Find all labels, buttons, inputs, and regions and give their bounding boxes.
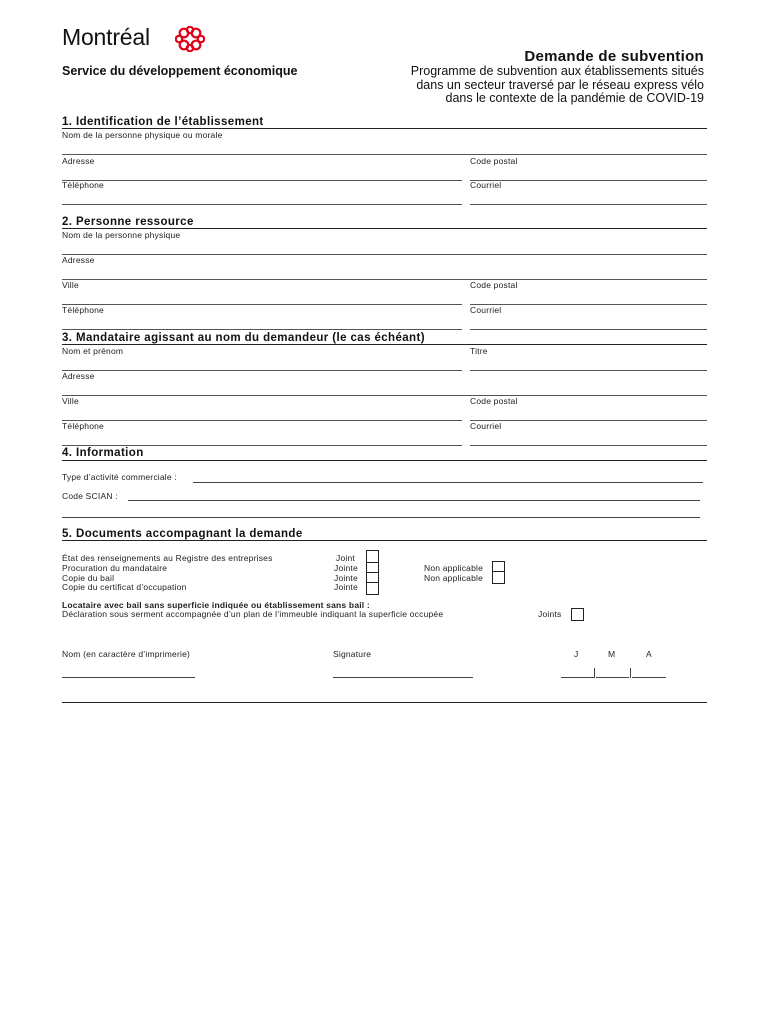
non-applicable-label: Non applicable [424, 563, 484, 573]
rosette-icon [175, 26, 205, 52]
telephone-field[interactable] [62, 190, 462, 205]
label-courriel: Courriel [470, 180, 502, 190]
declaration-label: Déclaration sous serment accompagnée d’un plan de l’immeuble indiquant la superficie occupée [62, 609, 444, 619]
locataire-title: Locataire avec bail sans superficie indiquée ou établissement sans bail : [62, 600, 370, 610]
date-separator [594, 668, 595, 678]
doc-label: Procuration du mandataire [62, 563, 168, 573]
montreal-logo [62, 24, 150, 51]
bail-na-checkbox[interactable] [492, 571, 505, 584]
label-annee: A [646, 649, 652, 659]
section-2-title: 2. Personne ressource [62, 216, 194, 228]
nom-personne-field[interactable] [62, 240, 707, 255]
mois-field[interactable] [596, 677, 629, 678]
telephone-field[interactable] [62, 431, 462, 446]
label-ville: Ville [62, 396, 79, 406]
nom-imprimerie-field[interactable] [62, 677, 195, 678]
date-separator [630, 668, 631, 678]
label-nom-prenom: Nom et prénom [62, 346, 124, 356]
titre-field[interactable] [470, 356, 707, 371]
ville-field[interactable] [62, 290, 462, 305]
section-divider [62, 460, 707, 461]
annee-field[interactable] [632, 677, 666, 678]
code-postal-field[interactable] [470, 166, 707, 181]
courriel-field[interactable] [470, 315, 707, 330]
label-nom-imprimerie: Nom (en caractère d’imprimerie) [62, 649, 191, 659]
joints-label: Joints [538, 609, 562, 619]
non-applicable-label: Non applicable [424, 573, 484, 583]
label-telephone: Téléphone [62, 180, 104, 190]
form-subtitle [344, 65, 704, 106]
declaration-checkbox[interactable] [571, 608, 584, 621]
label-adresse: Adresse [62, 156, 95, 166]
label-code-scian: Code SCIAN : [62, 491, 118, 501]
jour-field[interactable] [561, 677, 594, 678]
section-divider [62, 540, 707, 541]
doc-status: Jointe [334, 582, 358, 592]
adresse-field[interactable] [62, 166, 462, 181]
label-adresse: Adresse [62, 371, 95, 381]
label-signature: Signature [333, 649, 372, 659]
code-scian-field-extra[interactable] [62, 517, 700, 518]
label-courriel: Courriel [470, 305, 502, 315]
section-5-title: 5. Documents accompagnant la demande [62, 528, 303, 540]
doc-status: Jointe [334, 573, 358, 583]
signature-field[interactable] [333, 677, 473, 678]
label-courriel: Courriel [470, 421, 502, 431]
type-activite-field[interactable] [193, 482, 703, 483]
label-ville: Ville [62, 280, 79, 290]
subtitle-line-3: dans le contexte de la pandémie de COVID-19 [445, 91, 704, 105]
section-divider [62, 228, 707, 229]
ville-field[interactable] [62, 406, 462, 421]
section-4-title: 4. Information [62, 447, 144, 459]
label-type-activite: Type d’activité commerciale : [62, 472, 177, 482]
subtitle-line-2: dans un secteur traversé par le réseau express vélo [416, 77, 704, 92]
doc-label: Copie du bail [62, 573, 115, 583]
label-jour: J [574, 649, 579, 659]
section-divider [62, 344, 707, 345]
courriel-field[interactable] [470, 190, 707, 205]
label-telephone: Téléphone [62, 421, 104, 431]
service-name: Service du développement économique [62, 64, 298, 78]
label-adresse: Adresse [62, 255, 95, 265]
label-code-postal: Code postal [470, 396, 518, 406]
form-title: Demande de subvention [524, 48, 704, 65]
label-mois: M [608, 649, 616, 659]
code-postal-field[interactable] [470, 290, 707, 305]
label-code-postal: Code postal [470, 156, 518, 166]
section-divider [62, 128, 707, 129]
certificat-checkbox[interactable] [366, 582, 379, 595]
nom-field[interactable] [62, 140, 707, 155]
adresse-field[interactable] [62, 265, 707, 280]
doc-label: Copie du certificat d’occupation [62, 582, 187, 592]
label-titre: Titre [470, 346, 488, 356]
section-1-title: 1. Identification de l’établissement [62, 116, 264, 128]
telephone-field[interactable] [62, 315, 462, 330]
subtitle-line-1: Programme de subvention aux établissements situés [410, 64, 704, 78]
label-nom: Nom de la personne physique ou morale [62, 130, 223, 140]
code-postal-field[interactable] [470, 406, 707, 421]
logo-text: Montréal [62, 24, 150, 50]
bottom-rule [62, 702, 707, 703]
section-3-title: 3. Mandataire agissant au nom du demandeur (le cas échéant) [62, 332, 425, 344]
adresse-field[interactable] [62, 381, 707, 396]
doc-status: Jointe [334, 563, 358, 573]
label-code-postal: Code postal [470, 280, 518, 290]
doc-status: Joint [336, 553, 355, 563]
nom-prenom-field[interactable] [62, 356, 462, 371]
doc-label: État des renseignements au Registre des entreprises [62, 553, 273, 563]
label-nom-personne: Nom de la personne physique [62, 230, 181, 240]
courriel-field[interactable] [470, 431, 707, 446]
code-scian-field[interactable] [128, 500, 700, 501]
label-telephone: Téléphone [62, 305, 104, 315]
